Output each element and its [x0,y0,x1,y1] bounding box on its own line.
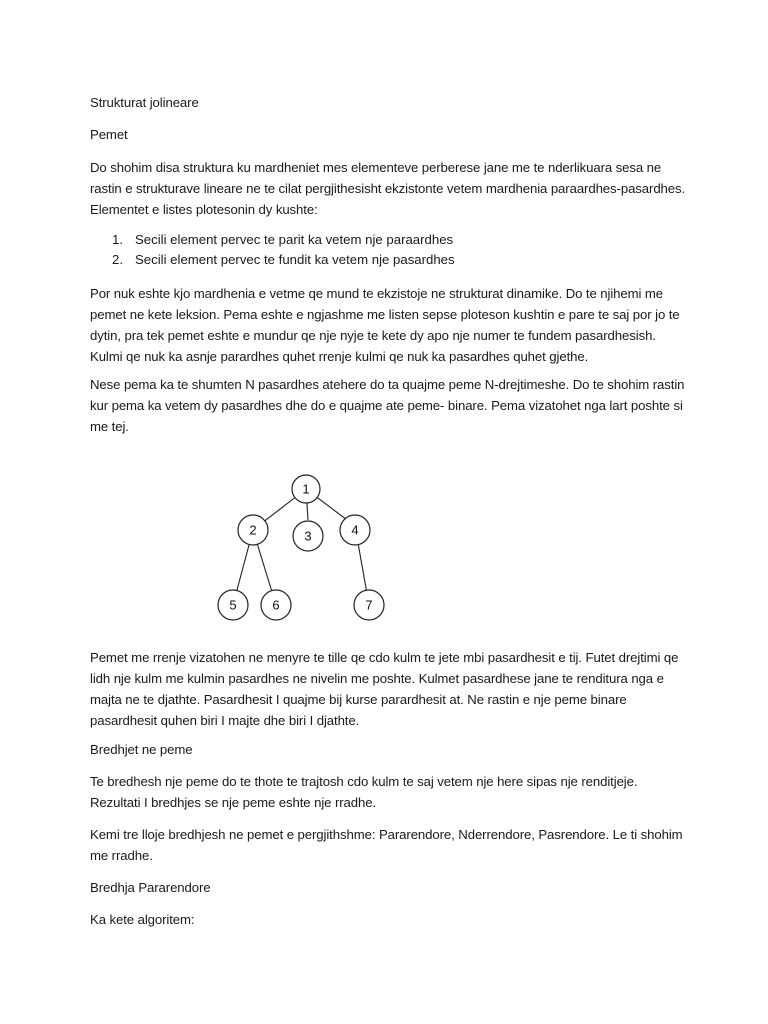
node-label: 3 [304,528,312,544]
subsection-title: Pemet [90,127,128,142]
node-label: 7 [365,597,373,613]
node-label: 1 [302,481,310,497]
list-number: 1. [112,232,123,247]
paragraph-n-ary: Nese pema ka te shumten N pasardhes atehere do ta quajme peme N-drejtimeshe. Do te shohim rastin kur pema ka vetem dy pasardhes dhe do e quajme ate peme- binare. Pema vizatohet nga lart poshte si me tej. [90,377,685,434]
paragraph-traversal: Te bredhesh nje peme do te thote te trajtosh cdo kulm te saj vetem nje here sipas nje renditjeje. Rezultati I bredhjes se nje peme eshte nje rradhe. [90,774,638,810]
node-label: 4 [351,522,359,538]
paragraph-traversal-types: Kemi tre lloje bredhjesh ne pemet e pergjithshme: Pararendore, Nderrendore, Pasrendore. Le ti shohim me rradhe. [90,827,683,863]
list-text: Secili element pervec te parit ka vetem nje paraardhes [135,232,454,247]
list-text: Secili element pervec te fundit ka vetem nje pasardhes [135,252,455,267]
tree-node [292,475,320,503]
paragraph-algorithm: Ka kete algoritem: [90,912,195,927]
list-item [90,230,690,250]
tree-node [354,590,384,620]
tree-node [218,590,248,620]
tree-node [340,515,370,545]
section-title: Strukturat jolineare [90,95,199,110]
tree-node [238,515,268,545]
paragraph-rooted-trees: Pemet me rrenje vizatohen ne menyre te tille qe cdo kulm te jete mbi pasardhesit e tij. Futet drejtimi qe lidh nje kulm me kulmin pasardhes ne nivelin me poshte. Kulmet pasardhese jane te renditura nga e majta ne te djathte. Pasardhesit I quajme bij kurse parardhesit at. Ne rastin e nje peme binare pasardhesit quhen biri I majte dhe biri I djathte. [90,650,679,728]
node-label: 5 [229,597,237,613]
paragraph-intro: Do shohim disa struktura ku mardheniet mes elementeve perberese jane me te nderlikuara sesa ne rastin e strukturave lineare ne te cilat pergjithesisht ekzistonte vetem mardhenia paraardhes-pasardhes. Elementet e listes plotesonin dy kushte: [90,160,686,217]
subsection-title: Bredhja Pararendore [90,880,211,895]
node-label: 2 [249,522,257,538]
conditions-list [90,230,690,270]
paragraph-trees: Por nuk eshte kjo mardhenia e vetme qe mund te ekzistoje ne strukturat dinamike. Do te njihemi me pemet ne kete leksion. Pema eshte e ngjashme me listen sepse ploteson kushtin e pare te saj por jo te dytin, pra tek pemet eshte e mundur qe nje nyje te kete dy apo nje numer te fundem pasardhesish. Kulmi qe nuk ka asnje parardhes quhet rrenje kulmi qe nuk ka pasardhes quhet gjethe. [90,286,680,364]
tree-node [293,521,323,551]
list-item [90,250,690,270]
node-label: 6 [272,597,280,613]
subsection-title: Bredhjet ne peme [90,742,193,757]
tree-node [261,590,291,620]
tree-diagram [200,460,420,630]
list-number: 2. [112,252,123,267]
